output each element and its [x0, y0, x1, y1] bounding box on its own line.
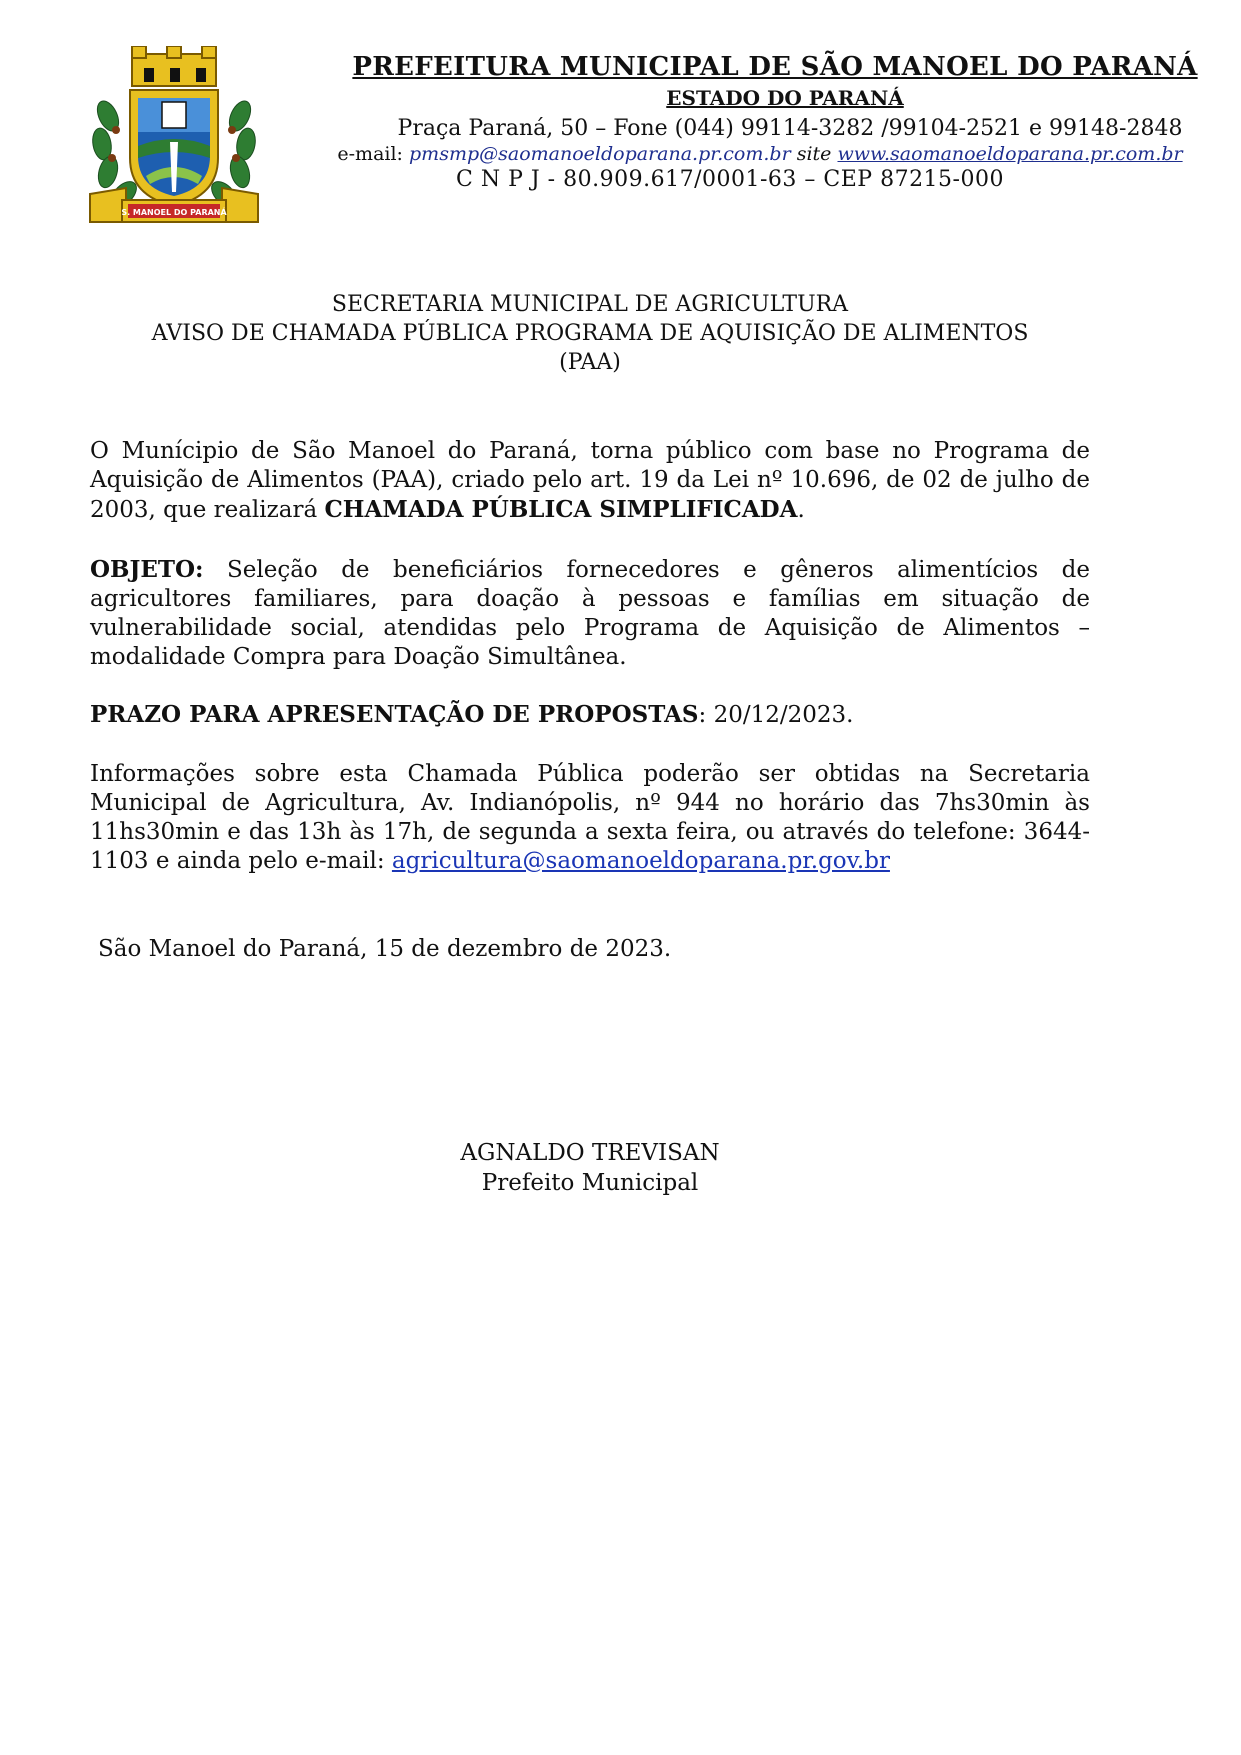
crest-banner-text: S. MANOEL DO PARANÁ [121, 208, 227, 217]
date-line: São Manoel do Paraná, 15 de dezembro de 2023. [98, 936, 672, 962]
letterhead [270, 52, 1200, 192]
prazo-label: PRAZO PARA APRESENTAÇÃO DE PROPOSTAS [90, 701, 699, 728]
heading-line-3: (PAA) [559, 350, 621, 375]
letterhead-cnpj: C N P J - 80.909.617/0001-63 – CEP 87215-000 [456, 167, 1004, 192]
signature-block [390, 1138, 790, 1198]
header-email-link[interactable]: pmsmp@saomanoeldoparana.pr.com.br [409, 143, 791, 165]
intro-paragraph [90, 437, 1090, 525]
letterhead-title: PREFEITURA MUNICIPAL DE SÃO MANOEL DO PARANÁ [352, 52, 1198, 82]
agriculture-email-link[interactable]: agricultura@saomanoeldoparana.pr.gov.br [391, 848, 890, 874]
notice-heading [90, 290, 1090, 377]
prazo-value: : 20/12/2023. [698, 702, 854, 728]
header-site-link[interactable]: www.saomanoeldoparana.pr.com.br [837, 143, 1183, 165]
objeto-text: Seleção de beneficiários fornecedores e gêneros alimentícios de agricultores familiares, para doação à pessoas e famílias em situação de vulnerabilidade social, atendidas pelo Programa de Aquisição de Alimentos – modalidade Compra para Doação Simultânea. [90, 557, 1090, 670]
municipal-crest-icon [86, 46, 262, 226]
letterhead-address: Praça Paraná, 50 – Fone (044) 99114-3282 /99104-2521 e 99148-2848 [397, 116, 1183, 141]
intro-text: O Munícipio de São Manoel do Paraná, torna público com base no Programa de Aquisição de Alimentos (PAA), criado pelo art. 19 da Lei nº 10.696, de 02 de julho de 2003, que realizará [90, 438, 1090, 523]
info-paragraph [90, 760, 1090, 876]
email-label: e-mail: [337, 143, 403, 165]
objeto-label: OBJETO: [90, 556, 204, 583]
prazo-paragraph [90, 700, 1090, 730]
letterhead-state: ESTADO DO PARANÁ [666, 86, 904, 110]
heading-line-2: AVISO DE CHAMADA PÚBLICA PROGRAMA DE AQUISIÇÃO DE ALIMENTOS [151, 321, 1029, 346]
intro-end: . [797, 497, 805, 523]
intro-bold: CHAMADA PÚBLICA SIMPLIFICADA [324, 496, 798, 523]
heading-line-1: SECRETARIA MUNICIPAL DE AGRICULTURA [331, 292, 849, 317]
objeto-paragraph [90, 555, 1090, 672]
letterhead-contact [320, 143, 1200, 165]
signatory-role: Prefeito Municipal [481, 1170, 699, 1196]
site-label: site [796, 143, 832, 165]
info-text: Informações sobre esta Chamada Pública poderão ser obtidas na Secretaria Municipal de Agricultura, Av. Indianópolis, nº 944 no horário das 7hs30min às 11hs30min e das 13h às 17h, de segunda a sexta feira, ou através do telefone: 3644-1103 e ainda pelo e-mail: [90, 761, 1090, 874]
signatory-name: AGNALDO TREVISAN [460, 1140, 720, 1166]
